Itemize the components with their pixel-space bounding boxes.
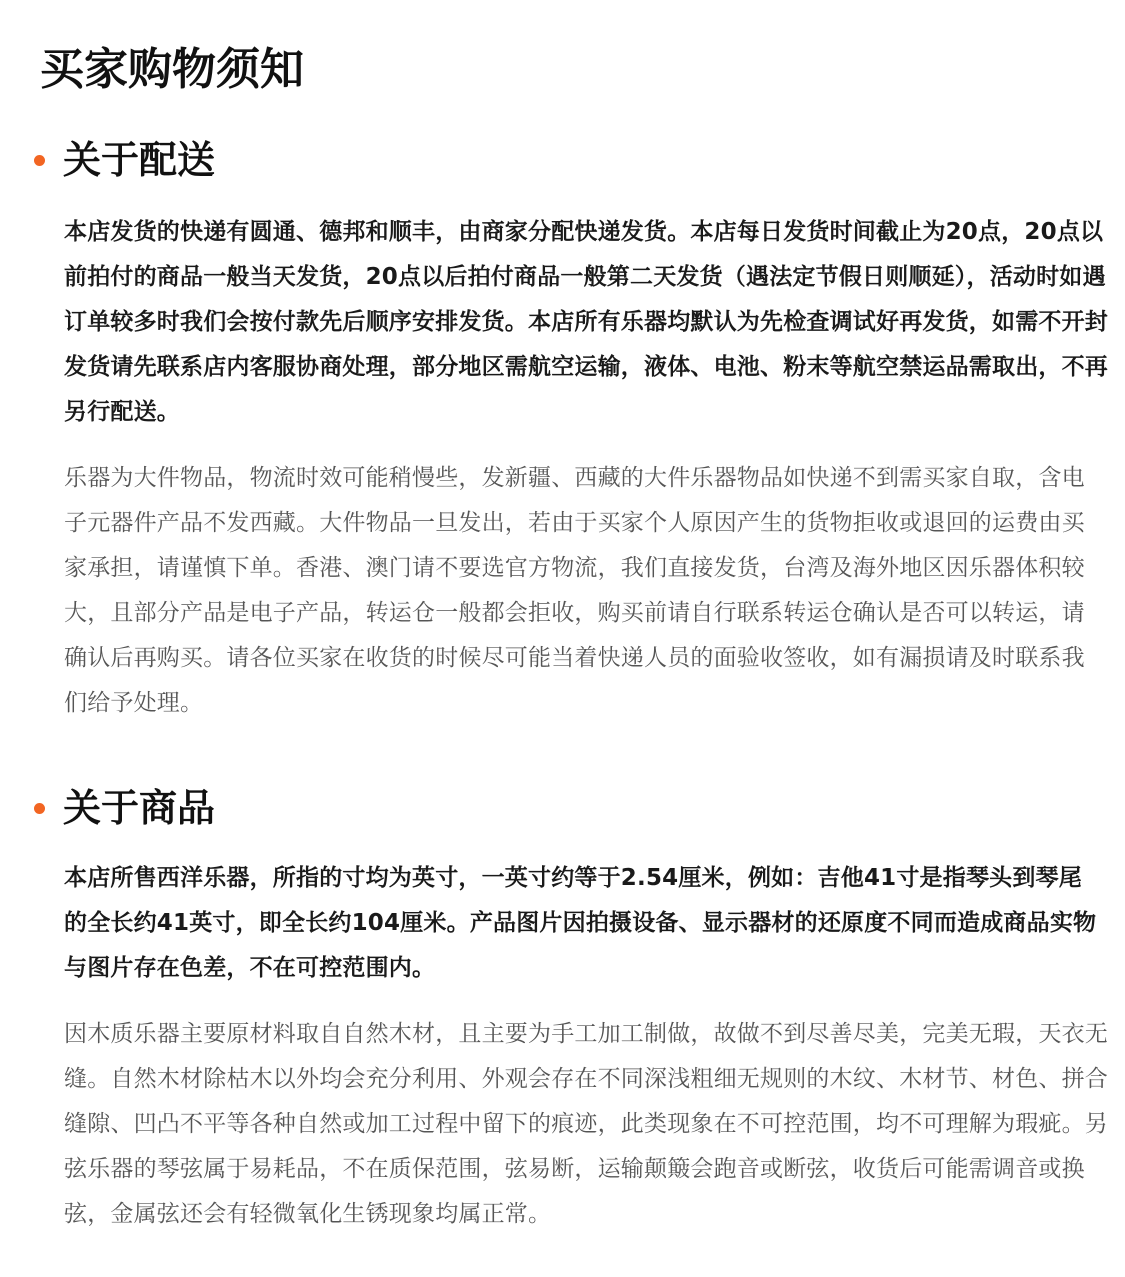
products-primary-paragraph: 本店所售西洋乐器，所指的寸均为英寸，一英寸约等于2.54厘米，例如：吉他41寸是指琴头到琴尾的全长约41英寸，即全长约104厘米。产品图片因拍摄设备、显示器材的还原度不同而造成商品实物与图片存在色差，不在可控范围内。 — [64, 865, 1097, 981]
section-heading-shipping — [34, 134, 215, 186]
section-title: 关于配送 — [63, 138, 216, 182]
bullet-dot-icon — [34, 155, 45, 166]
bullet-dot-icon — [34, 803, 45, 814]
section-title: 关于商品 — [63, 786, 216, 830]
shipping-secondary-paragraph: 乐器为大件物品，物流时效可能稍慢些，发新疆、西藏的大件乐器物品如快递不到需买家自取，含电子元器件产品不发西藏。大件物品一旦发出，若由于买家个人原因产生的货物拒收或退回的运费由买家承担，请谨慎下单。香港、澳门请不要选官方物流，我们直接发货，台湾及海外地区因乐器体积较大，且部分产品是电子产品，转运仓一般都会拒收，购买前请自行联系转运仓确认是否可以转运，请确认后再购买。请各位买家在收货的时候尽可能当着快递人员的面验收签收，如有漏损请及时联系我们给予处理。 — [64, 465, 1085, 716]
page-title: 买家购物须知 — [40, 44, 304, 95]
section-heading-products — [34, 782, 215, 834]
products-secondary-paragraph: 因木质乐器主要原材料取自自然木材，且主要为手工加工制做，故做不到尽善尽美，完美无瑕，天衣无缝。自然木材除枯木以外均会充分利用、外观会存在不同深浅粗细无规则的木纹、木材节、材色、拼合缝隙、凹凸不平等各种自然或加工过程中留下的痕迹，此类现象在不可控范围，均不可理解为瑕疵。另弦乐器的琴弦属于易耗品，不在质保范围，弦易断，运输颠簸会跑音或断弦，收货后可能需调音或换弦，金属弦还会有轻微氧化生锈现象均属正常。 — [64, 1021, 1108, 1227]
shipping-primary-paragraph: 本店发货的快递有圆通、德邦和顺丰，由商家分配快递发货。本店每日发货时间截止为20点，20点以前拍付的商品一般当天发货，20点以后拍付商品一般第二天发货（遇法定节假日则顺延），活动时如遇订单较多时我们会按付款先后顺序安排发货。本店所有乐器均默认为先检查调试好再发货，如需不开封发货请先联系店内客服协商处理，部分地区需航空运输，液体、电池、粉末等航空禁运品需取出，不再另行配送。 — [64, 219, 1108, 425]
